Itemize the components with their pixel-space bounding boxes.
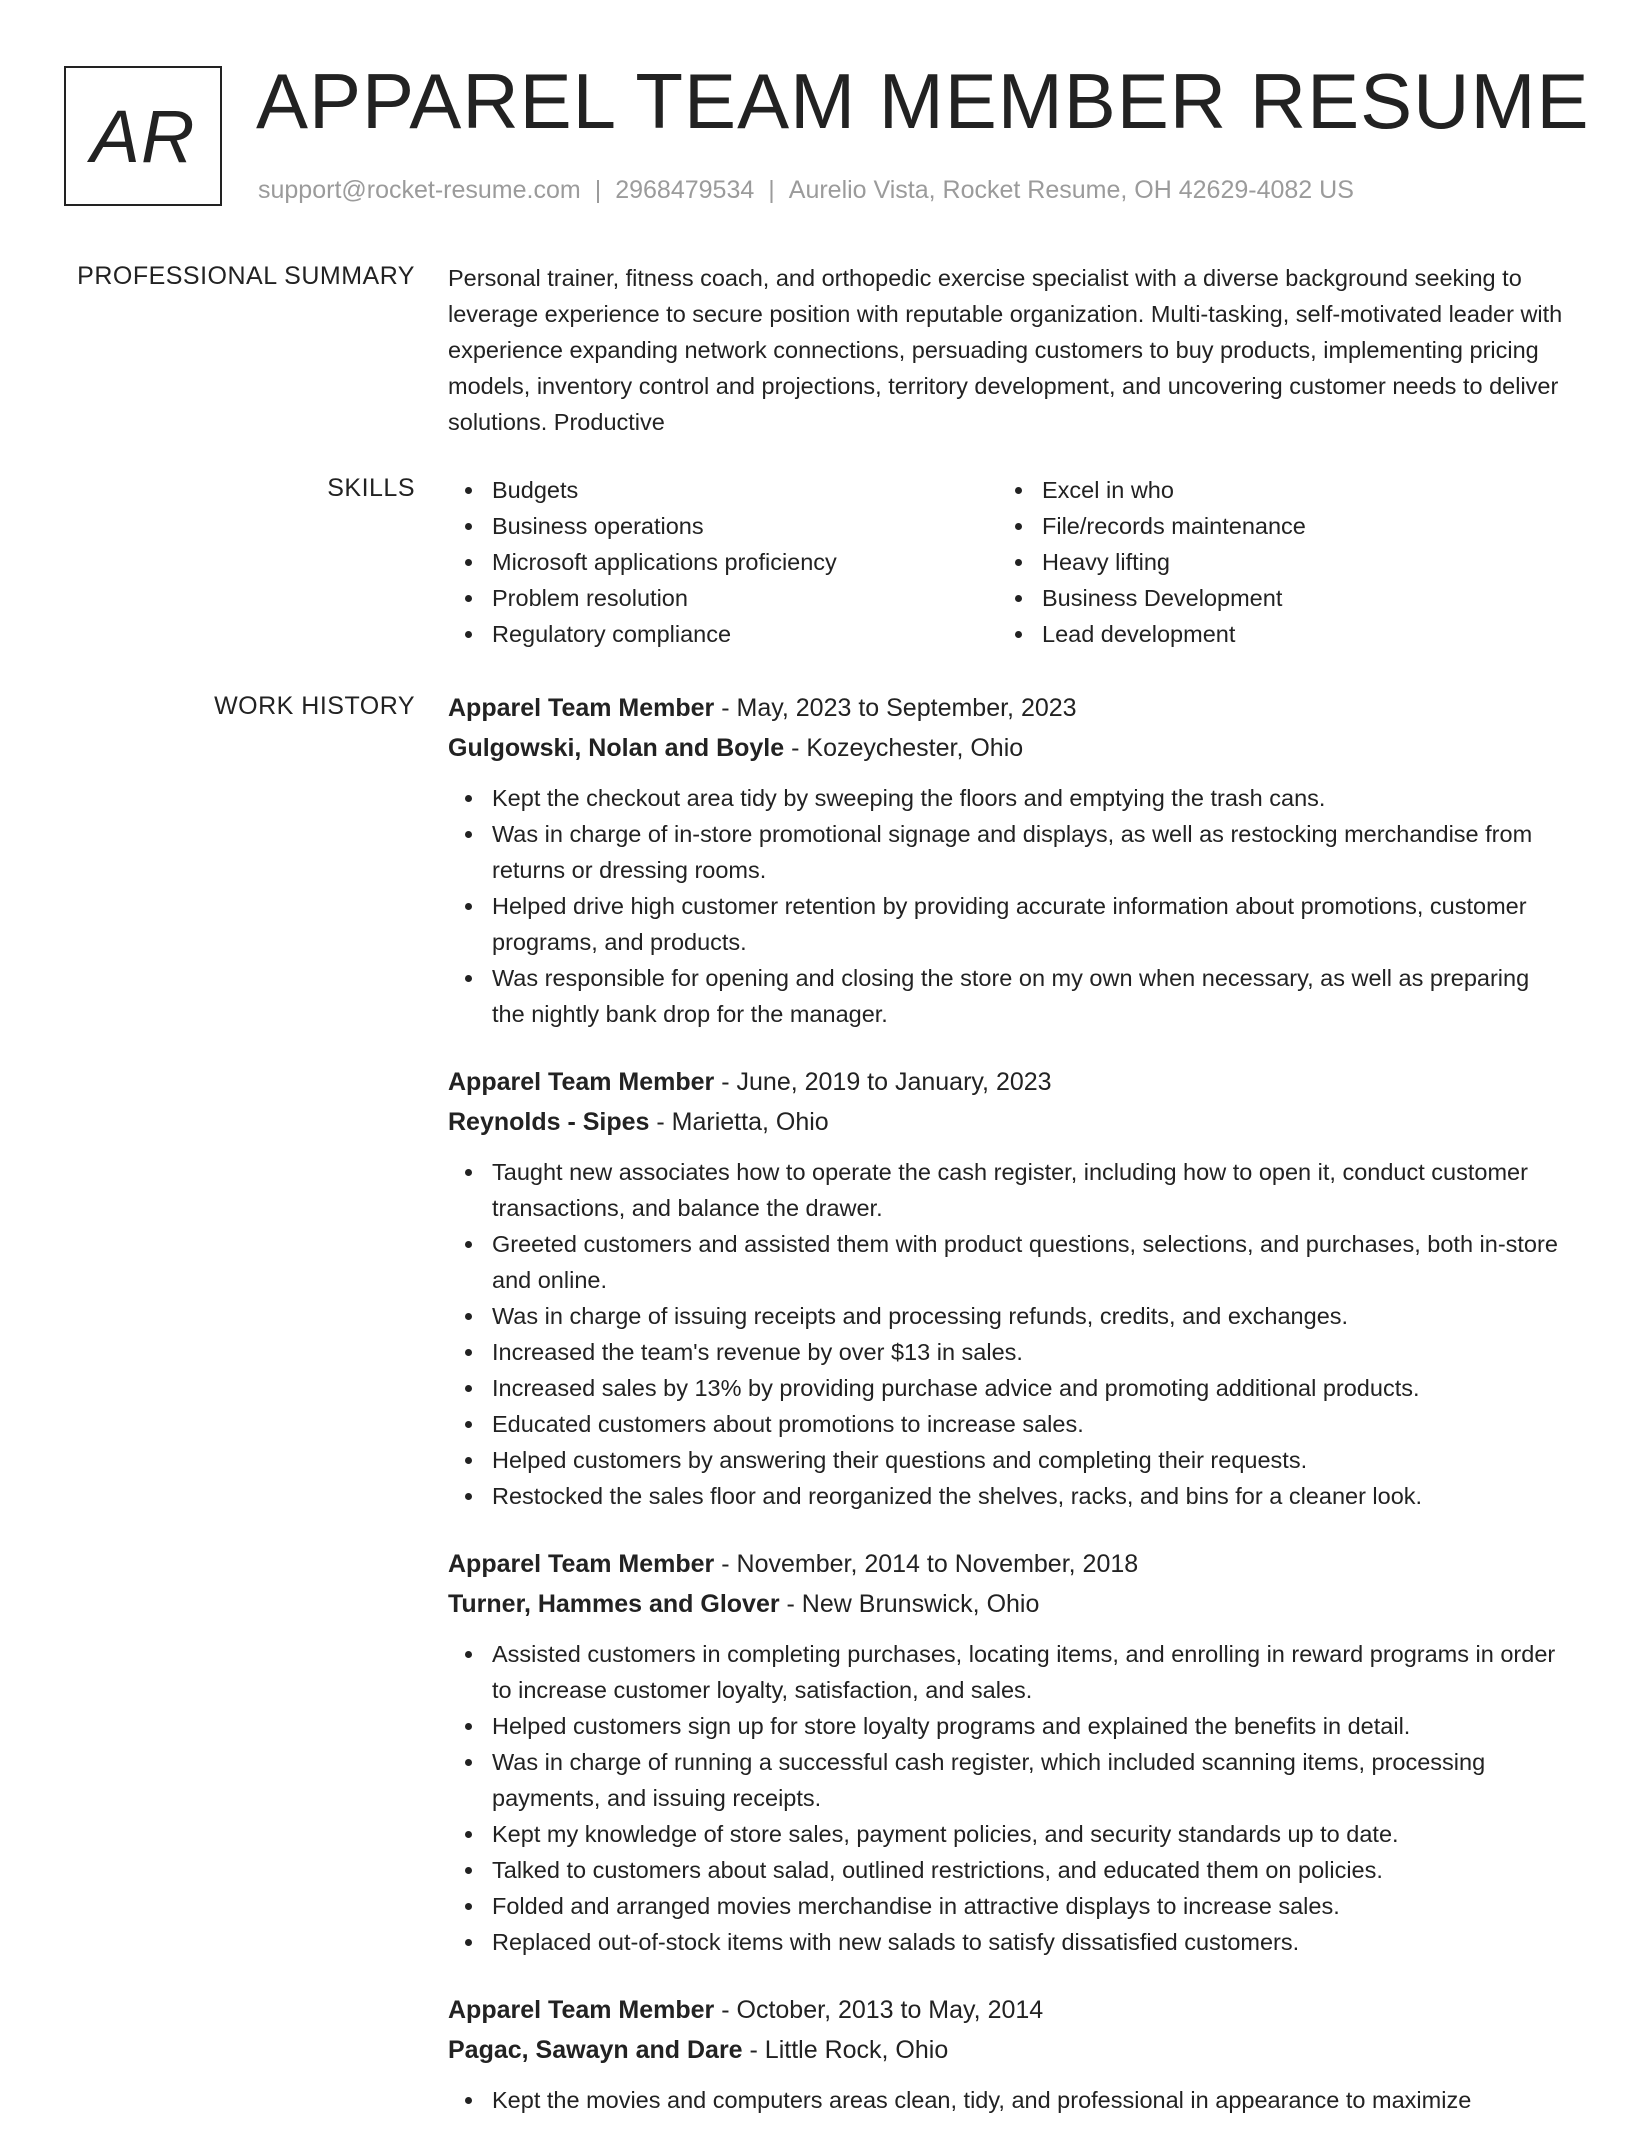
monogram-badge <box>64 66 222 206</box>
skill-item: Excel in who <box>998 472 1548 508</box>
skill-item: Regulatory compliance <box>448 616 998 652</box>
job-bullets <box>448 1154 1566 1514</box>
job-bullet: Folded and arranged movies merchandise in attractive displays to increase sales. <box>448 1888 1566 1924</box>
job-entry <box>448 1990 1566 2118</box>
skills-heading: SKILLS <box>327 474 415 502</box>
job-bullet: Kept my knowledge of store sales, payment policies, and security standards up to date. <box>448 1816 1566 1852</box>
skill-item: Lead development <box>998 616 1548 652</box>
skill-item: File/records maintenance <box>998 508 1548 544</box>
job-bullet: Assisted customers in completing purchases, locating items, and enrolling in reward programs in order to increase customer loyalty, satisfaction, and sales. <box>448 1636 1566 1708</box>
job-dates: - November, 2014 to November, 2018 <box>714 1550 1139 1578</box>
contact-phone[interactable]: 2968479534 <box>615 176 755 204</box>
job-dates: - June, 2019 to January, 2023 <box>714 1068 1052 1096</box>
contact-line <box>258 176 1354 205</box>
job-bullet: Was in charge of issuing receipts and processing refunds, credits, and exchanges. <box>448 1298 1566 1334</box>
job-location: - Little Rock, Ohio <box>742 2036 949 2064</box>
job-entry <box>448 688 1566 1032</box>
job-company-line <box>448 2030 1566 2070</box>
skill-item: Budgets <box>448 472 998 508</box>
contact-separator: | <box>594 176 602 204</box>
job-company-line <box>448 728 1566 768</box>
resume-title: APPAREL TEAM MEMBER RESUME <box>256 57 1590 145</box>
job-bullets <box>448 1636 1566 1960</box>
job-company: Turner, Hammes and Glover <box>448 1590 780 1618</box>
job-bullet: Kept the movies and computers areas clean, tidy, and professional in appearance to maximize <box>448 2082 1566 2118</box>
summary-heading: PROFESSIONAL SUMMARY <box>77 262 415 290</box>
job-title-line <box>448 1990 1566 2030</box>
job-bullet: Greeted customers and assisted them with product questions, selections, and purchases, both in-store and online. <box>448 1226 1566 1298</box>
job-dates: - October, 2013 to May, 2014 <box>714 1996 1044 2024</box>
job-location: - Marietta, Ohio <box>649 1108 829 1136</box>
work-history-heading: WORK HISTORY <box>214 692 415 720</box>
job-title: Apparel Team Member <box>448 1996 715 2024</box>
job-title: Apparel Team Member <box>448 694 715 722</box>
job-bullet: Helped customers sign up for store loyalty programs and explained the benefits in detail. <box>448 1708 1566 1744</box>
job-bullet: Was in charge of in-store promotional signage and displays, as well as restocking merchandise from returns or dressing rooms. <box>448 816 1566 888</box>
job-bullet: Replaced out-of-stock items with new salads to satisfy dissatisfied customers. <box>448 1924 1566 1960</box>
job-bullet: Kept the checkout area tidy by sweeping the floors and emptying the trash cans. <box>448 780 1566 816</box>
job-title-line <box>448 1544 1566 1584</box>
contact-email[interactable]: support@rocket-resume.com <box>258 176 581 204</box>
job-bullet: Taught new associates how to operate the cash register, including how to open it, conduct customer transactions, and balance the drawer. <box>448 1154 1566 1226</box>
job-bullet: Talked to customers about salad, outlined restrictions, and educated them on policies. <box>448 1852 1566 1888</box>
initials: AR <box>90 94 196 178</box>
summary-text: Personal trainer, fitness coach, and orthopedic exercise specialist with a diverse background seeking to leverage experience to secure position with reputable organization. Multi-tasking, self-motivated leader with experience expanding network connections, persuading customers to buy products, implementing pricing models, inventory control and projections, territory development, and uncovering customer needs to deliver solutions. Productive <box>448 265 1563 435</box>
job-entry <box>448 1062 1566 1514</box>
job-title: Apparel Team Member <box>448 1550 715 1578</box>
job-bullet: Helped customers by answering their questions and completing their requests. <box>448 1442 1566 1478</box>
job-company: Gulgowski, Nolan and Boyle <box>448 734 785 762</box>
skill-item: Business operations <box>448 508 998 544</box>
job-company-line <box>448 1102 1566 1142</box>
contact-address: Aurelio Vista, Rocket Resume, OH 42629-4082 US <box>788 176 1354 204</box>
job-bullet: Was responsible for opening and closing the store on my own when necessary, as well as preparing the nightly bank drop for the manager. <box>448 960 1566 1032</box>
job-title: Apparel Team Member <box>448 1068 715 1096</box>
contact-separator: | <box>768 176 775 204</box>
job-dates: - May, 2023 to September, 2023 <box>714 694 1077 722</box>
job-bullets <box>448 780 1566 1032</box>
job-location: - Kozeychester, Ohio <box>784 734 1024 762</box>
job-title-line <box>448 1062 1566 1102</box>
job-title-line <box>448 688 1566 728</box>
skills-list-right <box>998 472 1548 652</box>
job-entry <box>448 1544 1566 1960</box>
job-company-line <box>448 1584 1566 1624</box>
job-company: Pagac, Sawayn and Dare <box>448 2036 743 2064</box>
job-bullet: Increased sales by 13% by providing purchase advice and promoting additional products. <box>448 1370 1566 1406</box>
job-bullet: Restocked the sales floor and reorganized the shelves, racks, and bins for a cleaner look. <box>448 1478 1566 1514</box>
job-bullet: Helped drive high customer retention by providing accurate information about promotions, customer programs, and products. <box>448 888 1566 960</box>
job-bullet: Educated customers about promotions to increase sales. <box>448 1406 1566 1442</box>
skill-item: Problem resolution <box>448 580 998 616</box>
job-bullets <box>448 2082 1566 2118</box>
skill-item: Business Development <box>998 580 1548 616</box>
job-location: - New Brunswick, Ohio <box>779 1590 1040 1618</box>
skill-item: Heavy lifting <box>998 544 1548 580</box>
skills-list-left <box>448 472 998 652</box>
job-company: Reynolds - Sipes <box>448 1108 650 1136</box>
skill-item: Microsoft applications proficiency <box>448 544 998 580</box>
job-bullet: Increased the team's revenue by over $13 in sales. <box>448 1334 1566 1370</box>
job-bullet: Was in charge of running a successful cash register, which included scanning items, processing payments, and issuing receipts. <box>448 1744 1566 1816</box>
